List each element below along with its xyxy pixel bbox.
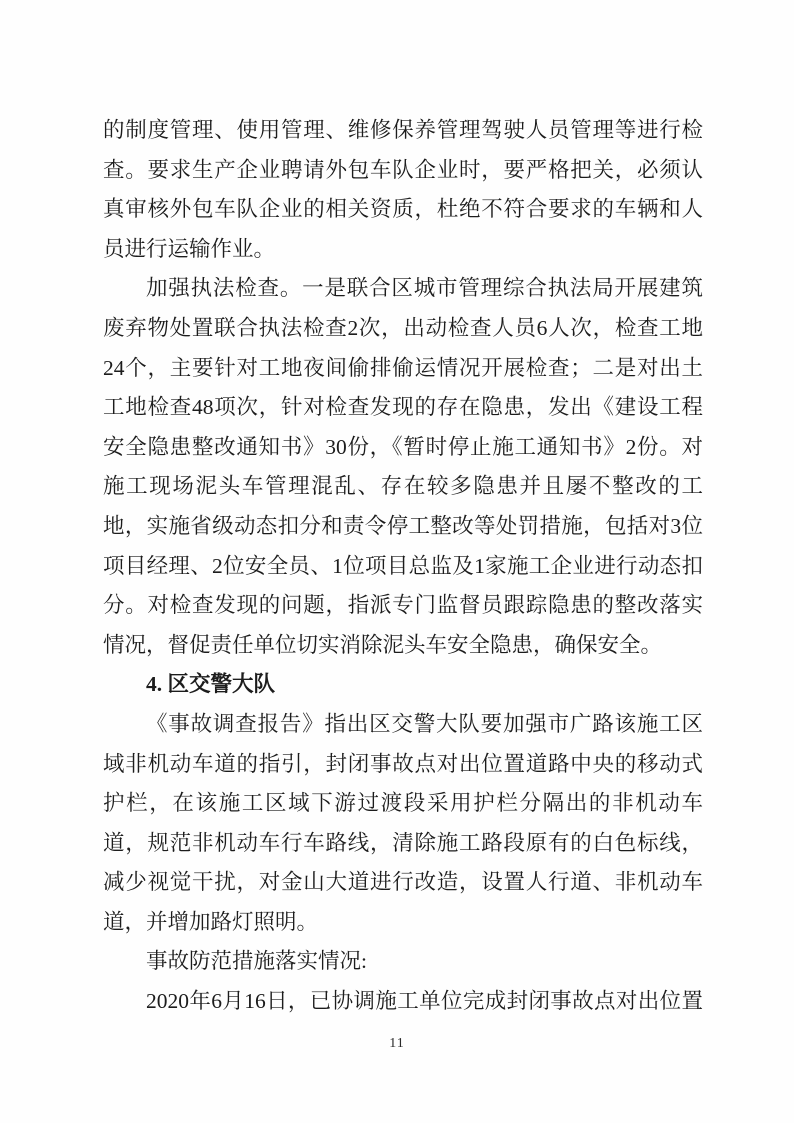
text-line paragraph-start: 2020年6月16日，已协调施工单位完成封闭事故点对出位置 bbox=[146, 989, 703, 1014]
text-line: 真审核外包车队企业的相关资质，杜绝不符合要求的车辆和人 bbox=[103, 197, 703, 222]
text-line: 分。对检查发现的问题，指派专门监督员跟踪隐患的整改落实 bbox=[103, 593, 703, 618]
page-number: 11 bbox=[389, 1036, 405, 1051]
document-body bbox=[103, 111, 703, 1022]
text-line: 减少视觉干扰，对金山大道进行改造，设置人行道、非机动车 bbox=[103, 870, 703, 895]
text-line: 查。要求生产企业聘请外包车队企业时，要严格把关，必须认 bbox=[103, 157, 703, 182]
text-line: 域非机动车道的指引，封闭事故点对出位置道路中央的移动式 bbox=[103, 751, 703, 776]
text-line: 24个，主要针对工地夜间偷排偷运情况开展检查；二是对出土 bbox=[103, 355, 703, 380]
text-line paragraph-single: 事故防范措施落实情况: bbox=[146, 949, 367, 974]
text-line: 道，规范非机动车行车路线，清除施工路段原有的白色标线， bbox=[103, 830, 703, 855]
text-line: 护栏，在该施工区域下游过渡段采用护栏分隔出的非机动车 bbox=[103, 791, 703, 816]
text-line: 项目经理、2位安全员、1位项目总监及1家施工企业进行动态扣 bbox=[103, 553, 703, 578]
text-line paragraph-start: 《事故调查报告》指出区交警大队要加强市广路该施工区 bbox=[146, 711, 703, 736]
text-line paragraph-end: 道，并增加路灯照明。 bbox=[103, 909, 319, 934]
section-heading: 4. 区交警大队 bbox=[146, 672, 276, 697]
text-line paragraph-start: 加强执法检查。一是联合区城市管理综合执法局开展建筑 bbox=[146, 276, 703, 301]
text-line: 工地检查48项次，针对检查发现的存在隐患，发出《建设工程 bbox=[103, 395, 703, 420]
text-line: 施工现场泥头车管理混乱、存在较多隐患并且屡不整改的工 bbox=[103, 474, 703, 499]
text-line: 废弃物处置联合执法检查2次，出动检查人员6人次，检查工地 bbox=[103, 315, 703, 340]
text-line: 的制度管理、使用管理、维修保养管理驾驶人员管理等进行检 bbox=[103, 118, 703, 142]
text-line paragraph-end: 情况，督促责任单位切实消除泥头车安全隐患，确保安全。 bbox=[103, 632, 663, 657]
text-line: 地，实施省级动态扣分和责令停工整改等处罚措施，包括对3位 bbox=[103, 513, 703, 538]
text-line paragraph-end: 员进行运输作业。 bbox=[103, 236, 276, 261]
text-line: 安全隐患整改通知书》30份，《暂时停止施工通知书》2份。对 bbox=[103, 434, 703, 459]
